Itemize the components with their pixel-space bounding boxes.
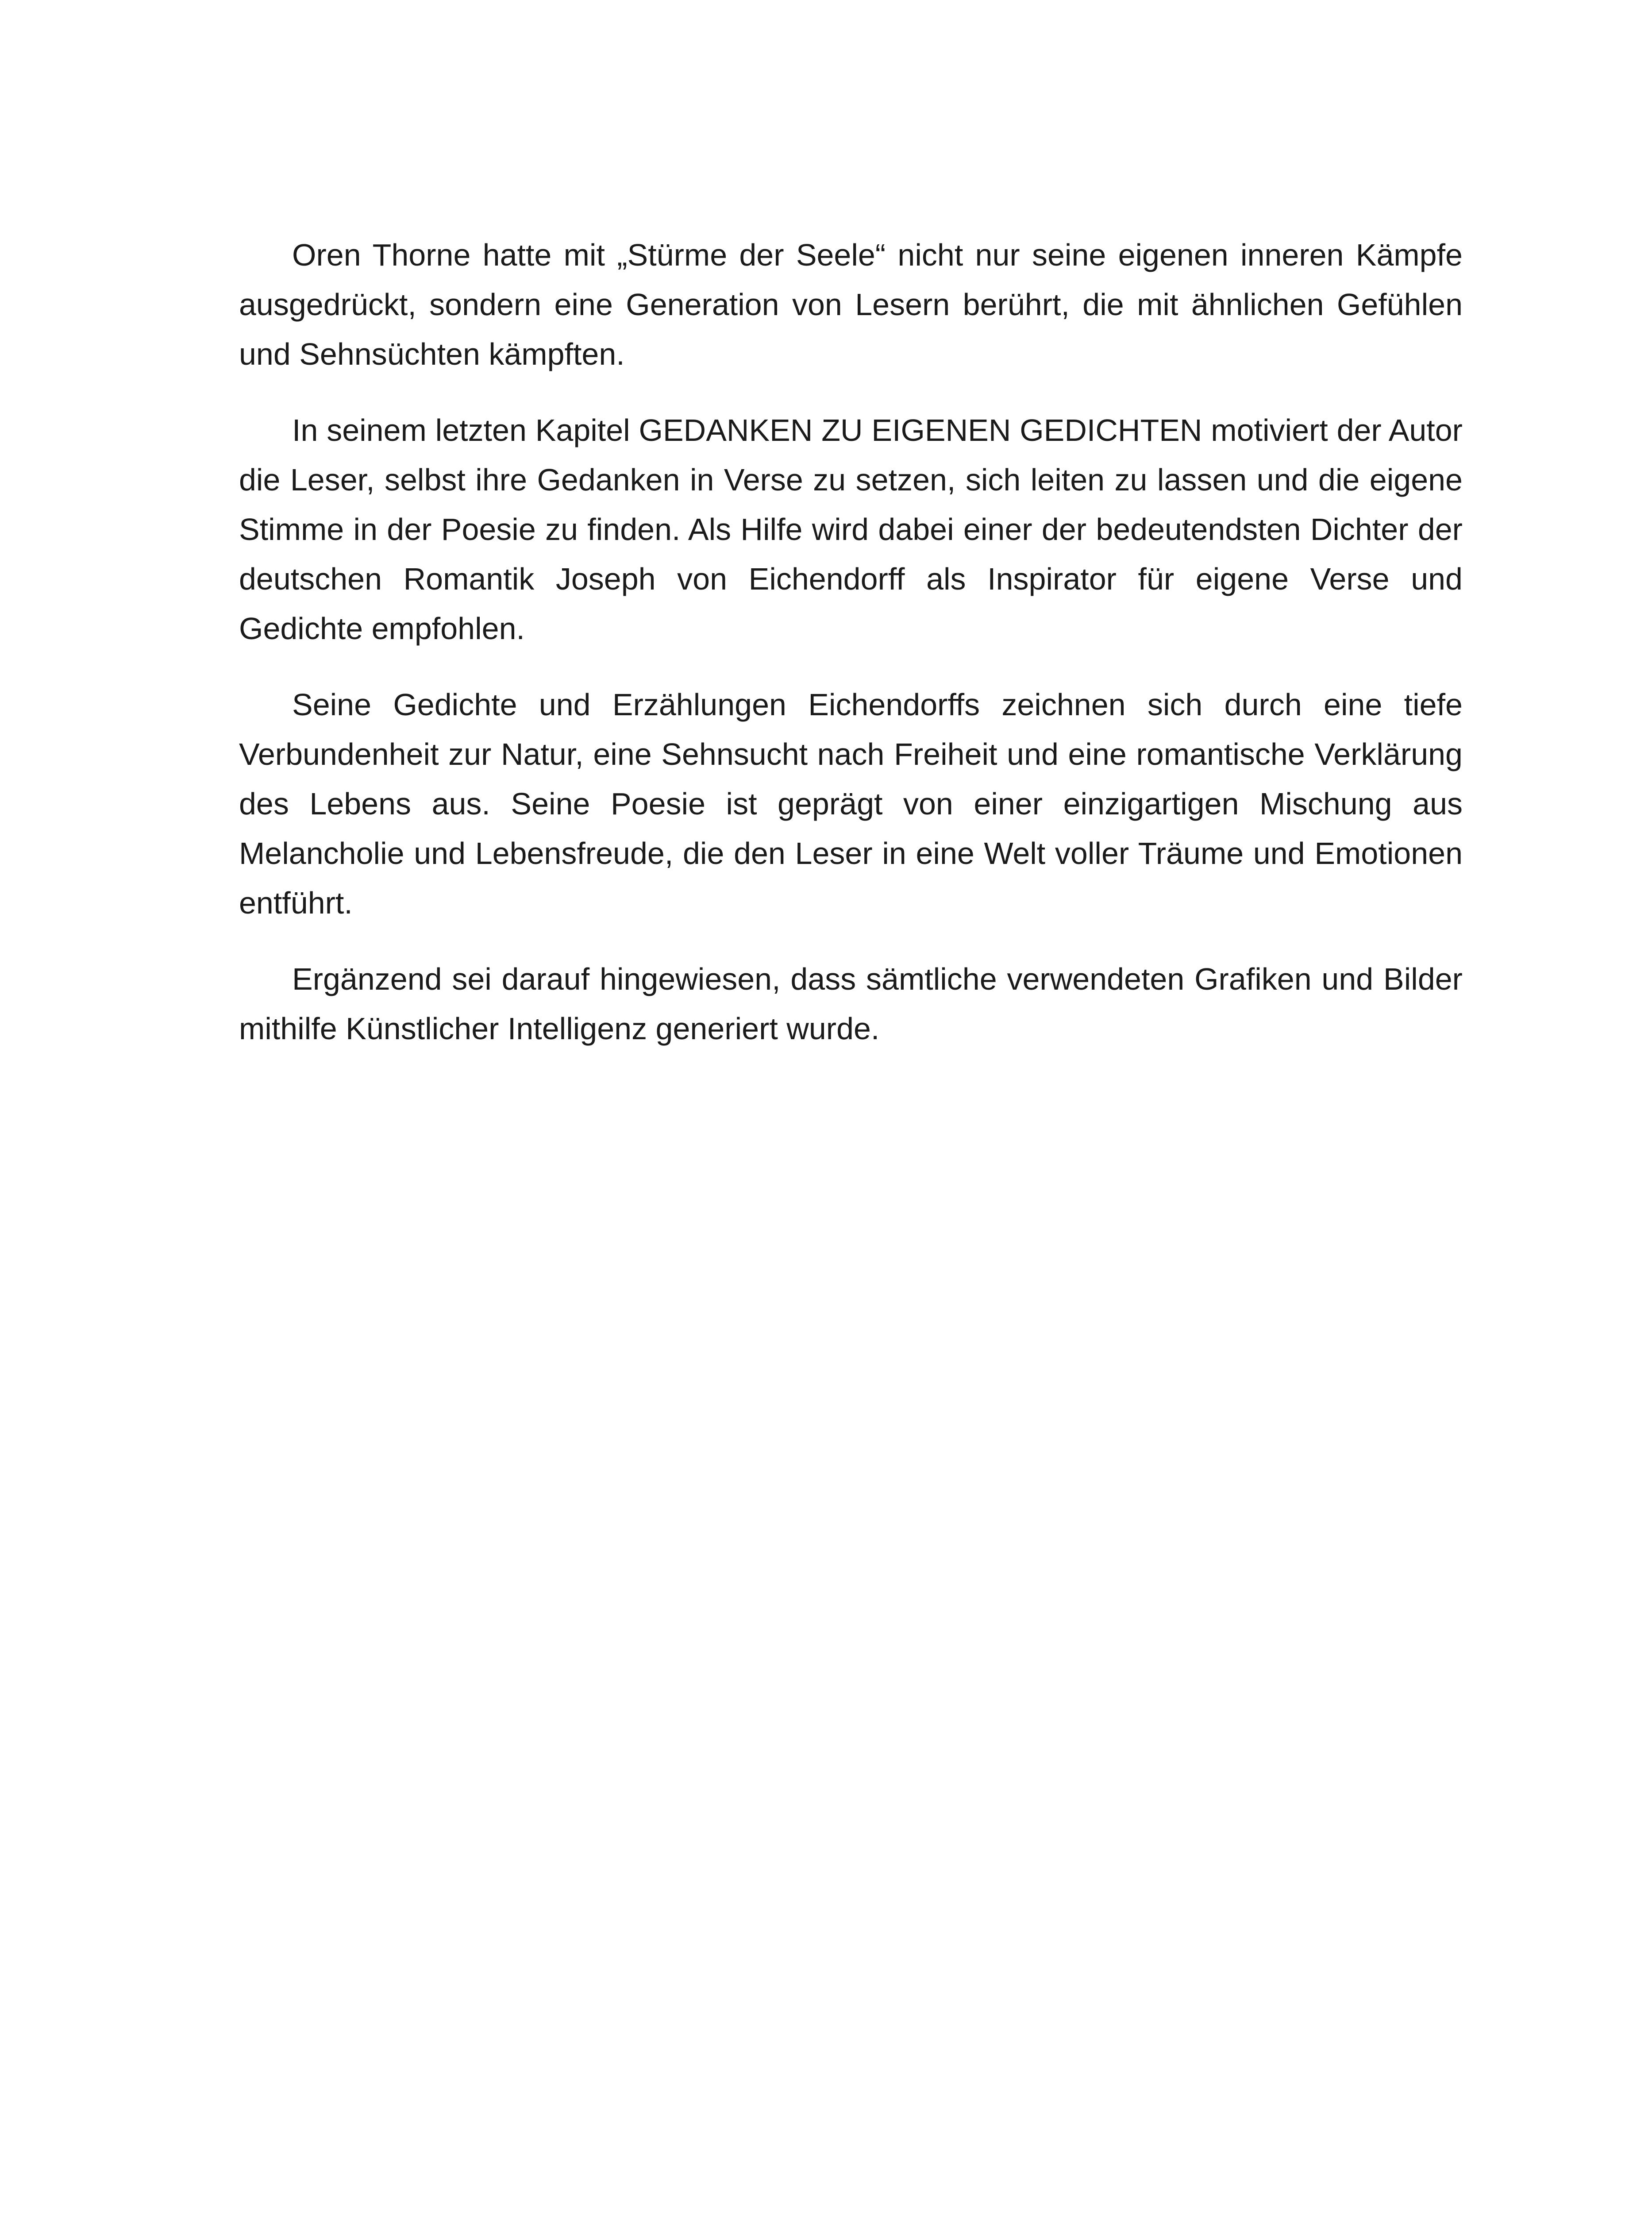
paragraph-2: In seinem letzten Kapitel GEDANKEN ZU EIGENEN GEDICHTEN motiviert der Autor die Leser, selbst ihre Gedanken in Verse zu setzen, sich leiten zu lassen und die eigene Stimme in der Poesie zu finden. Als Hilfe wird dabei einer der bedeutendsten Dichter der deutschen Romantik Joseph von Eichendorff als Inspirator für eigene Verse und Gedichte empfohlen. (239, 413, 1463, 646)
paragraph-1: Oren Thorne hatte mit „Stürme der Seele“ nicht nur seine eigenen inneren Kämpfe ausgedrückt, sondern eine Generation von Lesern berührt, die mit ähnlichen Gefühlen und Sehnsüchten kämpften. (239, 238, 1463, 371)
paragraph-4: Ergänzend sei darauf hingewiesen, dass sämtliche verwendeten Grafiken und Bilder mithilfe Künstlicher Intelligenz generiert wurde. (239, 962, 1463, 1046)
paragraph-3: Seine Gedichte und Erzählungen Eichendorffs zeichnen sich durch eine tiefe Verbundenheit zur Natur, eine Sehnsucht nach Freiheit und eine romantische Verklärung des Lebens aus. Seine Poesie ist geprägt von einer einzigartigen Mischung aus Melancholie und Lebensfreude, die den Leser in eine Welt voller Träume und Emotionen entführt. (239, 687, 1463, 920)
body-text (239, 230, 1463, 1080)
